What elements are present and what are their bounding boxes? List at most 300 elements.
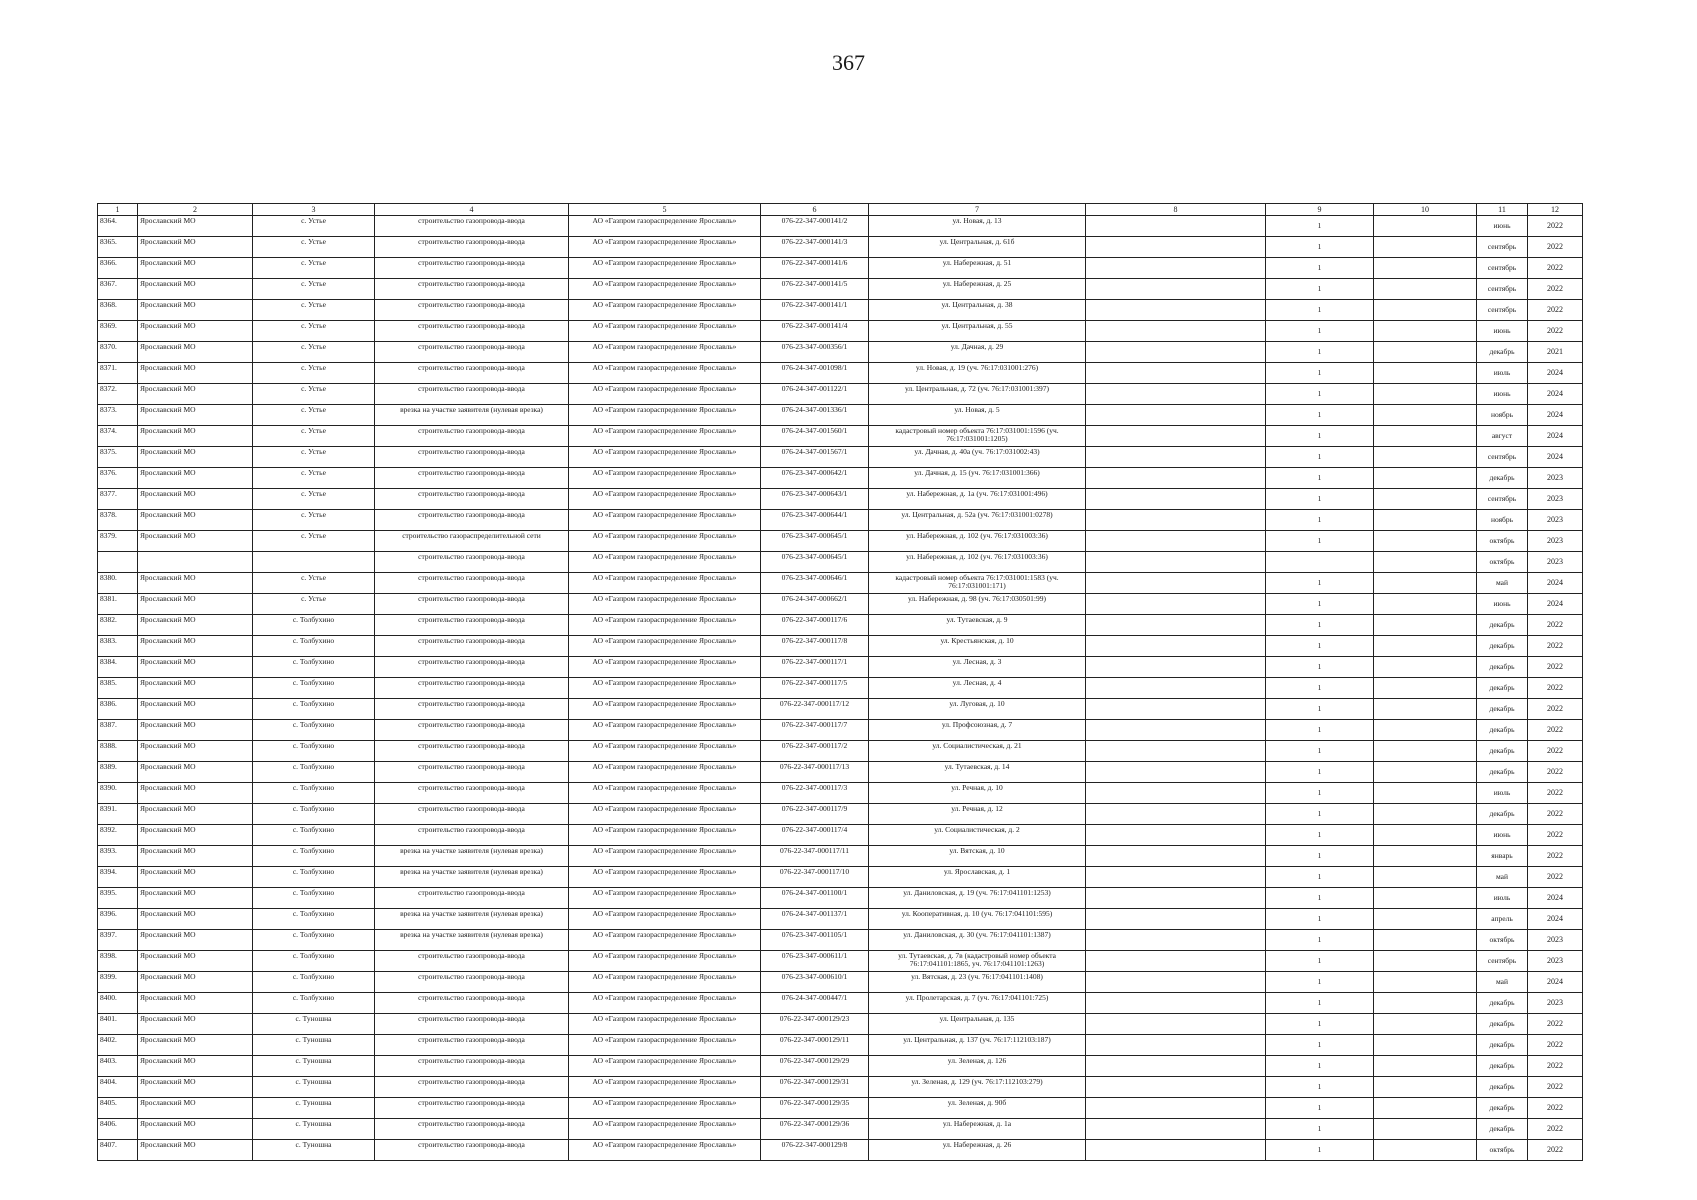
table-cell-col-5: АО «Газпром газораспределение Ярославль» [569, 321, 761, 342]
table-cell-col-12: 2022 [1528, 1140, 1583, 1161]
table-cell-col-6: 076-22-347-000129/23 [761, 1014, 869, 1035]
table-cell-col-2: Ярославский МО [138, 720, 253, 741]
table-cell-col-3: с. Толбухино [253, 783, 375, 804]
data-table [97, 203, 1583, 1161]
table-cell-col-3: с. Толбухино [253, 993, 375, 1014]
table-cell-col-2: Ярославский МО [138, 972, 253, 993]
table-cell-col-2: Ярославский МО [138, 300, 253, 321]
table-cell-col-5: АО «Газпром газораспределение Ярославль» [569, 888, 761, 909]
table-cell-col-9: 1 [1266, 279, 1374, 300]
table-cell-col-1: 8397. [98, 930, 138, 951]
table-cell-col-8 [1086, 573, 1266, 594]
table-cell-col-6: 076-22-347-000141/4 [761, 321, 869, 342]
table-cell-col-3 [253, 552, 375, 573]
table-cell-col-11: октябрь [1477, 552, 1528, 573]
table-cell-col-2: Ярославский МО [138, 594, 253, 615]
table-cell-col-10 [1374, 1014, 1477, 1035]
table-cell-col-4: врезка на участке заявителя (нулевая врезка) [375, 909, 569, 930]
table-cell-col-11: декабрь [1477, 720, 1528, 741]
table-cell-col-4: строительство газопровода-ввода [375, 1140, 569, 1161]
table-cell-col-9: 1 [1266, 384, 1374, 405]
table-cell-col-6: 076-22-347-000117/9 [761, 804, 869, 825]
table-cell-col-5: АО «Газпром газораспределение Ярославль» [569, 1035, 761, 1056]
table-cell-col-9: 1 [1266, 972, 1374, 993]
table-cell-col-7: ул. Набережная, д. 1а (уч. 76:17:031001:496) [869, 489, 1086, 510]
table-cell-col-2: Ярославский МО [138, 909, 253, 930]
table-cell-col-1: 8365. [98, 237, 138, 258]
table-cell-col-1: 8400. [98, 993, 138, 1014]
table-row [98, 1077, 1583, 1098]
table-cell-col-12: 2024 [1528, 363, 1583, 384]
table-row [98, 846, 1583, 867]
table-cell-col-5: АО «Газпром газораспределение Ярославль» [569, 783, 761, 804]
table-cell-col-3: с. Толбухино [253, 825, 375, 846]
table-cell-col-1: 8403. [98, 1056, 138, 1077]
table-cell-col-5: АО «Газпром газораспределение Ярославль» [569, 930, 761, 951]
table-cell-col-9: 1 [1266, 1035, 1374, 1056]
table-cell-col-4: строительство газопровода-ввода [375, 1035, 569, 1056]
table-cell-col-5: АО «Газпром газораспределение Ярославль» [569, 1056, 761, 1077]
table-cell-col-11: декабрь [1477, 615, 1528, 636]
table-cell-col-9: 1 [1266, 531, 1374, 552]
table-cell-col-12: 2024 [1528, 594, 1583, 615]
table-cell-col-8 [1086, 342, 1266, 363]
table-cell-col-3: с. Толбухино [253, 888, 375, 909]
table-cell-col-2: Ярославский МО [138, 951, 253, 972]
table-cell-col-8 [1086, 993, 1266, 1014]
table-cell-col-3: с. Устье [253, 426, 375, 447]
table-cell-col-8 [1086, 237, 1266, 258]
table-cell-col-9: 1 [1266, 405, 1374, 426]
table-cell-col-9: 1 [1266, 909, 1374, 930]
table-cell-col-7: ул. Лесная, д. 4 [869, 678, 1086, 699]
table-cell-col-11: декабрь [1477, 993, 1528, 1014]
table-cell-col-12: 2022 [1528, 699, 1583, 720]
table-cell-col-12: 2023 [1528, 510, 1583, 531]
table-cell-col-4: строительство газораспределительной сети [375, 531, 569, 552]
table-row [98, 657, 1583, 678]
table-cell-col-2: Ярославский МО [138, 783, 253, 804]
table-row [98, 573, 1583, 594]
table-row [98, 678, 1583, 699]
table-cell-col-6: 076-22-347-000117/13 [761, 762, 869, 783]
table-cell-col-1: 8392. [98, 825, 138, 846]
table-cell-col-2: Ярославский МО [138, 216, 253, 237]
table-cell-col-3: с. Толбухино [253, 678, 375, 699]
table-cell-col-7: ул. Социалистическая, д. 2 [869, 825, 1086, 846]
table-row [98, 1119, 1583, 1140]
table-cell-col-3: с. Толбухино [253, 741, 375, 762]
table-cell-col-9: 1 [1266, 237, 1374, 258]
table-row [98, 930, 1583, 951]
table-cell-col-11: декабрь [1477, 741, 1528, 762]
table-cell-col-8 [1086, 279, 1266, 300]
table-cell-col-12: 2022 [1528, 867, 1583, 888]
column-header-10: 10 [1374, 204, 1477, 216]
table-cell-col-2: Ярославский МО [138, 762, 253, 783]
table-cell-col-5: АО «Газпром газораспределение Ярославль» [569, 972, 761, 993]
table-cell-col-9: 1 [1266, 993, 1374, 1014]
table-row [98, 1098, 1583, 1119]
table-cell-col-7: ул. Кооперативная, д. 10 (уч. 76:17:041101:595) [869, 909, 1086, 930]
table-cell-col-10 [1374, 846, 1477, 867]
table-cell-col-6: 076-22-347-000141/6 [761, 258, 869, 279]
table-cell-col-4: строительство газопровода-ввода [375, 657, 569, 678]
table-cell-col-5: АО «Газпром газораспределение Ярославль» [569, 846, 761, 867]
table-row [98, 258, 1583, 279]
table-cell-col-10 [1374, 1056, 1477, 1077]
table-cell-col-3: с. Устье [253, 594, 375, 615]
table-cell-col-5: АО «Газпром газораспределение Ярославль» [569, 951, 761, 972]
table-cell-col-2: Ярославский МО [138, 888, 253, 909]
table-cell-col-1: 8407. [98, 1140, 138, 1161]
table-cell-col-11: май [1477, 573, 1528, 594]
table-cell-col-5: АО «Газпром газораспределение Ярославль» [569, 279, 761, 300]
table-cell-col-1: 8404. [98, 1077, 138, 1098]
table-cell-col-9: 1 [1266, 846, 1374, 867]
table-cell-col-11: сентябрь [1477, 489, 1528, 510]
table-row [98, 321, 1583, 342]
table-cell-col-10 [1374, 825, 1477, 846]
table-cell-col-6: 076-23-347-001105/1 [761, 930, 869, 951]
table-cell-col-7: ул. Дачная, д. 40а (уч. 76:17:031002:43) [869, 447, 1086, 468]
table-cell-col-2: Ярославский МО [138, 615, 253, 636]
table-cell-col-8 [1086, 762, 1266, 783]
table-cell-col-2: Ярославский МО [138, 510, 253, 531]
table-cell-col-5: АО «Газпром газораспределение Ярославль» [569, 237, 761, 258]
table-cell-col-9: 1 [1266, 1098, 1374, 1119]
table-cell-col-11: август [1477, 426, 1528, 447]
table-cell-col-7: ул. Центральная, д. 137 (уч. 76:17:112103:187) [869, 1035, 1086, 1056]
table-cell-col-12: 2023 [1528, 489, 1583, 510]
table-cell-col-8 [1086, 720, 1266, 741]
table-cell-col-3: с. Толбухино [253, 930, 375, 951]
table-cell-col-6: 076-23-347-000611/1 [761, 951, 869, 972]
table-cell-col-11: декабрь [1477, 678, 1528, 699]
table-cell-col-8 [1086, 888, 1266, 909]
table-cell-col-10 [1374, 678, 1477, 699]
table-cell-col-3: с. Устье [253, 237, 375, 258]
table-cell-col-3: с. Толбухино [253, 615, 375, 636]
table-cell-col-6: 076-22-347-000117/4 [761, 825, 869, 846]
table-cell-col-12: 2023 [1528, 531, 1583, 552]
table-cell-col-5: АО «Газпром газораспределение Ярославль» [569, 1014, 761, 1035]
table-cell-col-10 [1374, 972, 1477, 993]
table-cell-col-11: июль [1477, 363, 1528, 384]
table-row [98, 867, 1583, 888]
table-cell-col-12: 2024 [1528, 405, 1583, 426]
table-cell-col-9 [1266, 552, 1374, 573]
table-cell-col-4: строительство газопровода-ввода [375, 1056, 569, 1077]
table-cell-col-1: 8402. [98, 1035, 138, 1056]
table-cell-col-1: 8374. [98, 426, 138, 447]
table-cell-col-7: ул. Центральная, д. 61б [869, 237, 1086, 258]
table-cell-col-5: АО «Газпром газораспределение Ярославль» [569, 1077, 761, 1098]
table-cell-col-10 [1374, 384, 1477, 405]
table-cell-col-10 [1374, 573, 1477, 594]
table-cell-col-10 [1374, 783, 1477, 804]
table-cell-col-8 [1086, 531, 1266, 552]
table-cell-col-1: 8385. [98, 678, 138, 699]
table-cell-col-5: АО «Газпром газораспределение Ярославль» [569, 657, 761, 678]
table-row [98, 531, 1583, 552]
table-cell-col-10 [1374, 1140, 1477, 1161]
table-cell-col-3: с. Туношна [253, 1098, 375, 1119]
table-cell-col-5: АО «Газпром газораспределение Ярославль» [569, 1098, 761, 1119]
table-cell-col-7: ул. Набережная, д. 102 (уч. 76:17:031003:36) [869, 531, 1086, 552]
table-row [98, 888, 1583, 909]
table-cell-col-7: ул. Набережная, д. 102 (уч. 76:17:031003:36) [869, 552, 1086, 573]
table-cell-col-4: строительство газопровода-ввода [375, 300, 569, 321]
table-cell-col-7: ул. Центральная, д. 135 [869, 1014, 1086, 1035]
table-row [98, 405, 1583, 426]
table-cell-col-2: Ярославский МО [138, 363, 253, 384]
table-cell-col-9: 1 [1266, 615, 1374, 636]
table-cell-col-1: 8380. [98, 573, 138, 594]
table-cell-col-1: 8388. [98, 741, 138, 762]
table-cell-col-6: 076-22-347-000117/5 [761, 678, 869, 699]
table-cell-col-9: 1 [1266, 489, 1374, 510]
table-cell-col-8 [1086, 1119, 1266, 1140]
table-cell-col-6: 076-22-347-000117/12 [761, 699, 869, 720]
table-cell-col-12: 2022 [1528, 657, 1583, 678]
table-cell-col-3: с. Толбухино [253, 909, 375, 930]
table-cell-col-7: ул. Крестьянская, д. 10 [869, 636, 1086, 657]
table-cell-col-11: ноябрь [1477, 405, 1528, 426]
table-cell-col-3: с. Толбухино [253, 867, 375, 888]
table-cell-col-2: Ярославский МО [138, 384, 253, 405]
table-row [98, 300, 1583, 321]
table-cell-col-7: ул. Дачная, д. 29 [869, 342, 1086, 363]
table-cell-col-10 [1374, 552, 1477, 573]
table-cell-col-7: ул. Зеленая, д. 126 [869, 1056, 1086, 1077]
table-cell-col-1: 8368. [98, 300, 138, 321]
table-cell-col-7: ул. Пролетарская, д. 7 (уч. 76:17:041101:725) [869, 993, 1086, 1014]
table-cell-col-9: 1 [1266, 720, 1374, 741]
table-cell-col-12: 2022 [1528, 1119, 1583, 1140]
table-cell-col-2: Ярославский МО [138, 468, 253, 489]
table-cell-col-7: ул. Тутаевская, д. 14 [869, 762, 1086, 783]
table-cell-col-12: 2024 [1528, 573, 1583, 594]
column-header-7: 7 [869, 204, 1086, 216]
table-cell-col-10 [1374, 615, 1477, 636]
table-cell-col-10 [1374, 909, 1477, 930]
table-cell-col-5: АО «Газпром газораспределение Ярославль» [569, 216, 761, 237]
table-cell-col-4: строительство газопровода-ввода [375, 825, 569, 846]
table-cell-col-3: с. Устье [253, 447, 375, 468]
table-cell-col-12: 2022 [1528, 762, 1583, 783]
table-cell-col-7: ул. Центральная, д. 55 [869, 321, 1086, 342]
table-cell-col-11: декабрь [1477, 342, 1528, 363]
table-cell-col-4: строительство газопровода-ввода [375, 342, 569, 363]
table-cell-col-8 [1086, 930, 1266, 951]
table-row [98, 1035, 1583, 1056]
table-cell-col-3: с. Толбухино [253, 846, 375, 867]
table-cell-col-10 [1374, 741, 1477, 762]
table-cell-col-9: 1 [1266, 321, 1374, 342]
table-cell-col-10 [1374, 405, 1477, 426]
table-cell-col-1 [98, 552, 138, 573]
table-cell-col-3: с. Толбухино [253, 762, 375, 783]
table-cell-col-10 [1374, 237, 1477, 258]
table-cell-col-6: 076-24-347-001137/1 [761, 909, 869, 930]
table-cell-col-6: 076-24-347-001560/1 [761, 426, 869, 447]
table-cell-col-2: Ярославский МО [138, 279, 253, 300]
table-cell-col-7: ул. Центральная, д. 52а (уч. 76:17:031001:0278) [869, 510, 1086, 531]
table-cell-col-3: с. Устье [253, 489, 375, 510]
table-cell-col-6: 076-24-347-001098/1 [761, 363, 869, 384]
table-cell-col-2: Ярославский МО [138, 825, 253, 846]
table-cell-col-3: с. Толбухино [253, 804, 375, 825]
table-cell-col-3: с. Туношна [253, 1077, 375, 1098]
table-cell-col-2: Ярославский МО [138, 1014, 253, 1035]
table-cell-col-10 [1374, 1077, 1477, 1098]
table-cell-col-4: строительство газопровода-ввода [375, 636, 569, 657]
table-cell-col-4: строительство газопровода-ввода [375, 594, 569, 615]
table-cell-col-3: с. Устье [253, 363, 375, 384]
table-cell-col-7: ул. Ярославская, д. 1 [869, 867, 1086, 888]
table-cell-col-5: АО «Газпром газораспределение Ярославль» [569, 489, 761, 510]
table-cell-col-4: строительство газопровода-ввода [375, 888, 569, 909]
column-header-12: 12 [1528, 204, 1583, 216]
table-cell-col-12: 2022 [1528, 1056, 1583, 1077]
table-cell-col-1: 8371. [98, 363, 138, 384]
table-cell-col-12: 2022 [1528, 258, 1583, 279]
table-cell-col-4: строительство газопровода-ввода [375, 1098, 569, 1119]
table-cell-col-1: 8382. [98, 615, 138, 636]
table-cell-col-6: 076-24-347-000447/1 [761, 993, 869, 1014]
table-cell-col-8 [1086, 300, 1266, 321]
table-cell-col-11: сентябрь [1477, 258, 1528, 279]
table-cell-col-1: 8396. [98, 909, 138, 930]
table-cell-col-4: строительство газопровода-ввода [375, 804, 569, 825]
table-cell-col-11: июнь [1477, 594, 1528, 615]
column-header-11: 11 [1477, 204, 1528, 216]
table-cell-col-10 [1374, 258, 1477, 279]
table-cell-col-11: декабрь [1477, 636, 1528, 657]
table-cell-col-11: сентябрь [1477, 447, 1528, 468]
table-cell-col-10 [1374, 1119, 1477, 1140]
table-cell-col-2: Ярославский МО [138, 846, 253, 867]
table-cell-col-11: декабрь [1477, 1098, 1528, 1119]
table-cell-col-8 [1086, 1035, 1266, 1056]
table-cell-col-10 [1374, 699, 1477, 720]
table-cell-col-8 [1086, 1140, 1266, 1161]
table-cell-col-4: строительство газопровода-ввода [375, 699, 569, 720]
table-cell-col-3: с. Устье [253, 300, 375, 321]
table-cell-col-2: Ярославский МО [138, 237, 253, 258]
table-cell-col-6: 076-22-347-000129/11 [761, 1035, 869, 1056]
table-cell-col-4: строительство газопровода-ввода [375, 1119, 569, 1140]
column-header-1: 1 [98, 204, 138, 216]
table-cell-col-5: АО «Газпром газораспределение Ярославль» [569, 909, 761, 930]
table-cell-col-1: 8369. [98, 321, 138, 342]
table-cell-col-9: 1 [1266, 342, 1374, 363]
table-cell-col-5: АО «Газпром газораспределение Ярославль» [569, 720, 761, 741]
table-cell-col-8 [1086, 783, 1266, 804]
table-cell-col-8 [1086, 216, 1266, 237]
table-row [98, 972, 1583, 993]
table-cell-col-4: строительство газопровода-ввода [375, 741, 569, 762]
table-cell-col-12: 2022 [1528, 1077, 1583, 1098]
table-cell-col-9: 1 [1266, 657, 1374, 678]
table-cell-col-6: 076-22-347-000117/1 [761, 657, 869, 678]
table-cell-col-1: 8386. [98, 699, 138, 720]
table-cell-col-12: 2024 [1528, 909, 1583, 930]
page-number: 367 [832, 50, 865, 75]
table-cell-col-11: ноябрь [1477, 510, 1528, 531]
table-row [98, 594, 1583, 615]
table-cell-col-10 [1374, 510, 1477, 531]
table-cell-col-2: Ярославский МО [138, 573, 253, 594]
table-cell-col-10 [1374, 657, 1477, 678]
table-cell-col-6: 076-23-347-000356/1 [761, 342, 869, 363]
column-header-4: 4 [375, 204, 569, 216]
table-cell-col-11: декабрь [1477, 1035, 1528, 1056]
column-header-row [98, 204, 1583, 216]
table-cell-col-1: 8399. [98, 972, 138, 993]
table-cell-col-5: АО «Газпром газораспределение Ярославль» [569, 636, 761, 657]
table-cell-col-11: сентябрь [1477, 300, 1528, 321]
table-cell-col-9: 1 [1266, 300, 1374, 321]
table-row [98, 720, 1583, 741]
table-cell-col-7: ул. Профсоюзная, д. 7 [869, 720, 1086, 741]
table-cell-col-6: 076-22-347-000141/2 [761, 216, 869, 237]
table-cell-col-8 [1086, 909, 1266, 930]
table-cell-col-10 [1374, 426, 1477, 447]
table-cell-col-12: 2024 [1528, 447, 1583, 468]
table-cell-col-5: АО «Газпром газораспределение Ярославль» [569, 993, 761, 1014]
table-cell-col-5: АО «Газпром газораспределение Ярославль» [569, 699, 761, 720]
table-cell-col-4: строительство газопровода-ввода [375, 552, 569, 573]
table-cell-col-2: Ярославский МО [138, 636, 253, 657]
table-row [98, 1014, 1583, 1035]
table-cell-col-9: 1 [1266, 699, 1374, 720]
table-cell-col-10 [1374, 1035, 1477, 1056]
table-cell-col-11: декабрь [1477, 804, 1528, 825]
table-row [98, 1056, 1583, 1077]
table-cell-col-10 [1374, 363, 1477, 384]
table-cell-col-6: 076-22-347-000117/10 [761, 867, 869, 888]
table-cell-col-7: ул. Новая, д. 19 (уч. 76:17:031001:276) [869, 363, 1086, 384]
table-cell-col-5: АО «Газпром газораспределение Ярославль» [569, 1140, 761, 1161]
table-cell-col-12: 2022 [1528, 636, 1583, 657]
table-cell-col-5: АО «Газпром газораспределение Ярославль» [569, 1119, 761, 1140]
table-row [98, 384, 1583, 405]
table-cell-col-5: АО «Газпром газораспределение Ярославль» [569, 552, 761, 573]
table-cell-col-2: Ярославский МО [138, 657, 253, 678]
table-cell-col-12: 2022 [1528, 1035, 1583, 1056]
table-cell-col-9: 1 [1266, 636, 1374, 657]
table-cell-col-2: Ярославский МО [138, 405, 253, 426]
table-cell-col-7: ул. Лесная, д. 3 [869, 657, 1086, 678]
table-cell-col-7: ул. Даниловская, д. 30 (уч. 76:17:041101:1387) [869, 930, 1086, 951]
table-cell-col-12: 2022 [1528, 1014, 1583, 1035]
table-cell-col-7: ул. Набережная, д. 51 [869, 258, 1086, 279]
table-cell-col-5: АО «Газпром газораспределение Ярославль» [569, 447, 761, 468]
table-cell-col-9: 1 [1266, 510, 1374, 531]
table-cell-col-7: ул. Набережная, д. 1а [869, 1119, 1086, 1140]
table-cell-col-6: 076-23-347-000642/1 [761, 468, 869, 489]
table-cell-col-12: 2023 [1528, 468, 1583, 489]
table-cell-col-1: 8398. [98, 951, 138, 972]
table-row [98, 783, 1583, 804]
table-cell-col-6: 076-22-347-000141/1 [761, 300, 869, 321]
table-row [98, 1140, 1583, 1161]
table-cell-col-11: декабрь [1477, 1077, 1528, 1098]
table-cell-col-1: 8383. [98, 636, 138, 657]
table-cell-col-11: июнь [1477, 825, 1528, 846]
